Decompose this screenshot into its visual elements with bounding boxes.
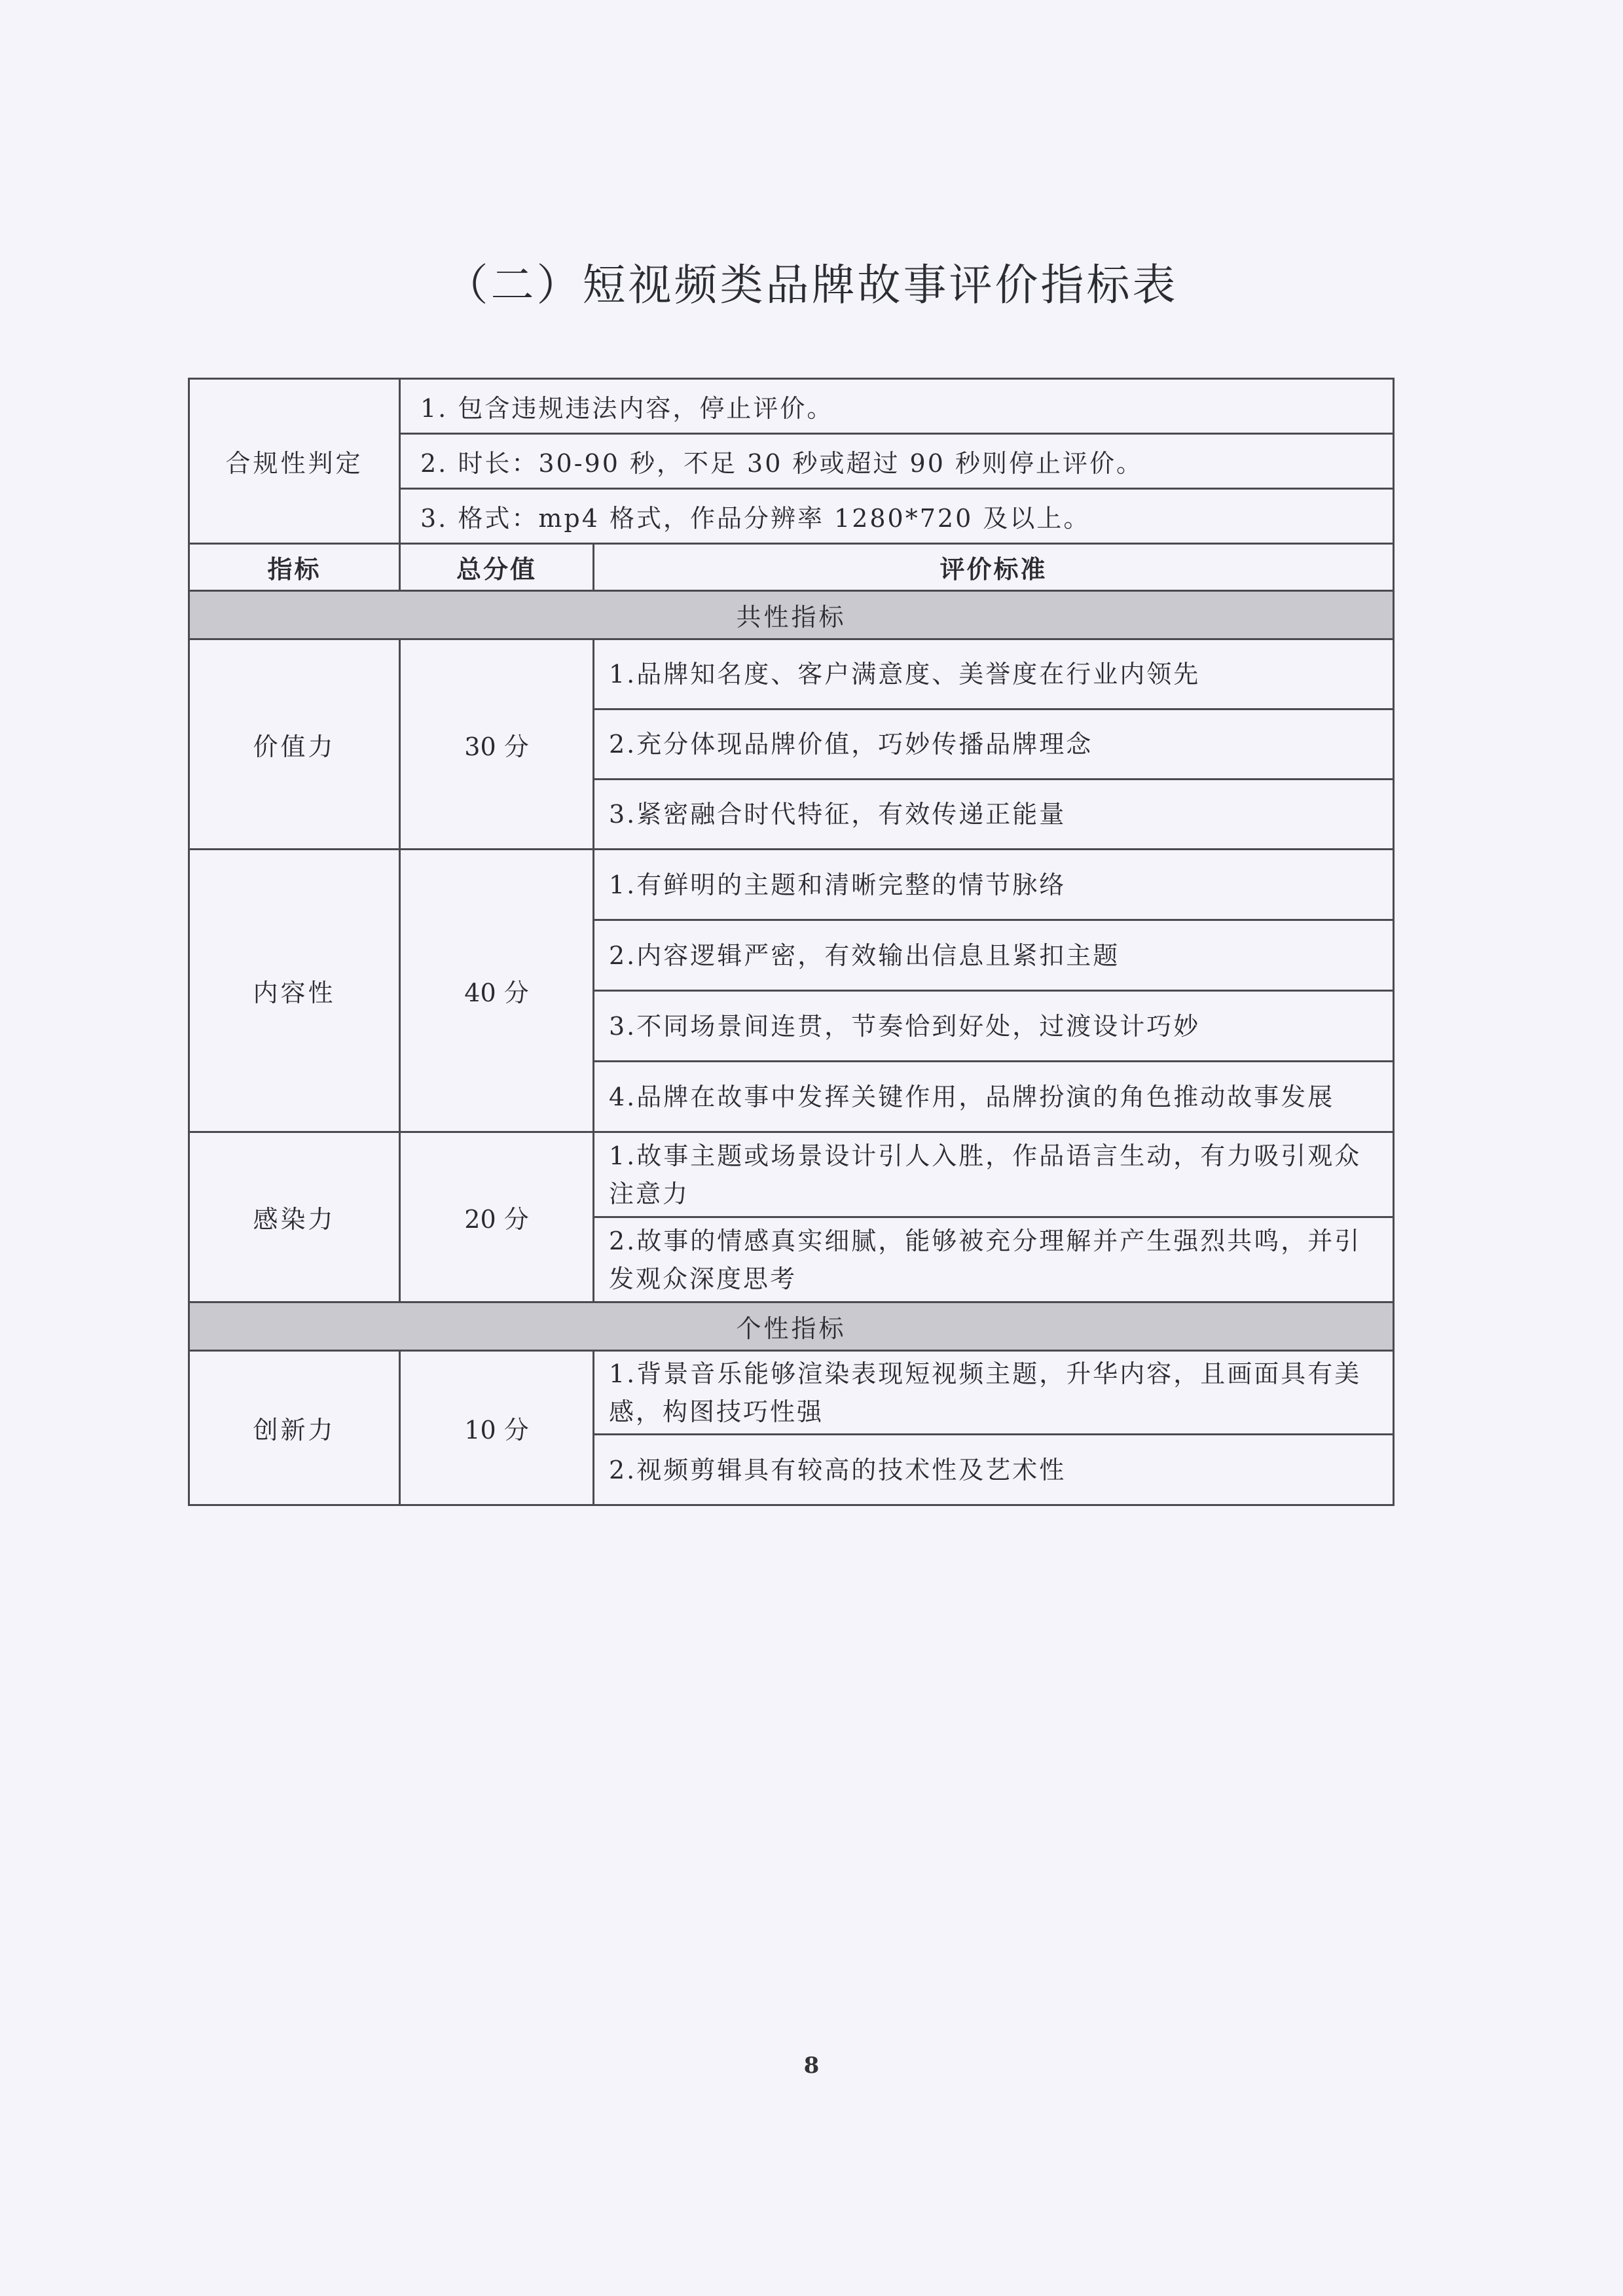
- indicator-row: [189, 639, 1394, 709]
- header-criteria: 评价标准: [594, 544, 1394, 591]
- criterion-text: 3.不同场景间连贯，节奏恰到好处，过渡设计巧妙: [594, 991, 1394, 1062]
- indicator-row: [189, 1351, 1394, 1435]
- criterion-text: 2.视频剪辑具有较高的技术性及艺术性: [594, 1435, 1394, 1505]
- criterion-text: 4.品牌在故事中发挥关键作用，品牌扮演的角色推动故事发展: [594, 1062, 1394, 1132]
- header-score: 总分值: [400, 544, 594, 591]
- section-common-row: [189, 591, 1394, 639]
- page-number: 8: [803, 2053, 820, 2079]
- indicator-name: 内容性: [189, 850, 400, 1132]
- indicator-score: 30 分: [400, 639, 594, 850]
- criterion-text: 1.品牌知名度、客户满意度、美誉度在行业内领先: [594, 639, 1394, 709]
- evaluation-table: [188, 378, 1395, 1506]
- indicator-score: 20 分: [400, 1132, 594, 1302]
- compliance-item-2: 2. 时长：30-90 秒，不足 30 秒或超过 90 秒则停止评价。: [400, 434, 1394, 489]
- compliance-item-3: 3. 格式：mp4 格式，作品分辨率 1280*720 及以上。: [400, 489, 1394, 544]
- header-indicator: 指标: [189, 544, 400, 591]
- criterion-text: 1.故事主题或场景设计引人入胜，作品语言生动，有力吸引观众注意力: [594, 1132, 1394, 1217]
- indicator-row: [189, 1132, 1394, 1217]
- criterion-text: 3.紧密融合时代特征，有效传递正能量: [594, 780, 1394, 850]
- section-common: 共性指标: [189, 591, 1394, 639]
- compliance-label: 合规性判定: [189, 379, 400, 544]
- indicator-row: [189, 850, 1394, 920]
- page-title: （二）短视频类品牌故事评价指标表: [445, 260, 1178, 310]
- criterion-text: 2.充分体现品牌价值，巧妙传播品牌理念: [594, 709, 1394, 780]
- criterion-text: 2.故事的情感真实细腻，能够被充分理解并产生强烈共鸣，并引发观众深度思考: [594, 1217, 1394, 1302]
- indicator-name: 价值力: [189, 639, 400, 850]
- compliance-item-1: 1. 包含违规违法内容，停止评价。: [400, 379, 1394, 434]
- compliance-row-1: [189, 379, 1394, 434]
- criterion-text: 2.内容逻辑严密，有效输出信息且紧扣主题: [594, 920, 1394, 991]
- criterion-text: 1.有鲜明的主题和清晰完整的情节脉络: [594, 850, 1394, 920]
- indicator-score: 10 分: [400, 1351, 594, 1505]
- indicator-name: 感染力: [189, 1132, 400, 1302]
- indicator-score: 40 分: [400, 850, 594, 1132]
- header-row: [189, 544, 1394, 591]
- criterion-text: 1.背景音乐能够渲染表现短视频主题，升华内容，且画面具有美感，构图技巧性强: [594, 1351, 1394, 1435]
- section-individual: 个性指标: [189, 1302, 1394, 1351]
- indicator-name: 创新力: [189, 1351, 400, 1505]
- section-individual-row: [189, 1302, 1394, 1351]
